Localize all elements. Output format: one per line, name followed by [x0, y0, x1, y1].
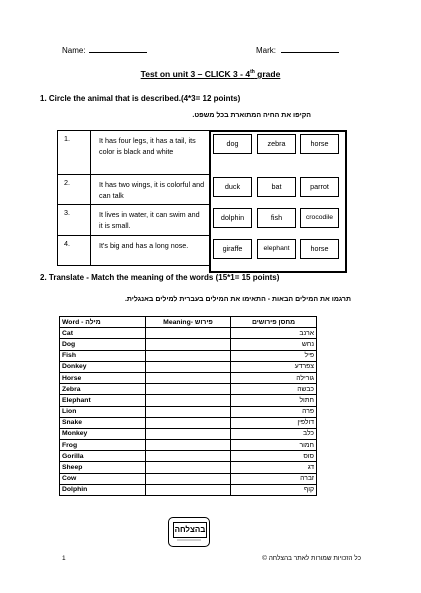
mark-label: Mark:	[256, 46, 276, 55]
bank-cell: חתול	[231, 395, 317, 406]
table-row	[60, 350, 317, 361]
table-row	[60, 339, 317, 350]
meaning-input-cell[interactable]	[146, 361, 231, 372]
meaning-input-cell[interactable]	[146, 462, 231, 473]
mark-field	[256, 46, 339, 55]
q1-row-description: It's big and has a long nose.	[91, 236, 210, 266]
q1-row-number: 1.	[58, 131, 91, 175]
q1-description-table	[57, 130, 210, 266]
bank-cell: כלב	[231, 428, 317, 439]
col-word-header: Word - מילה	[60, 317, 146, 328]
meaning-input-cell[interactable]	[146, 484, 231, 495]
q1-hebrew-instruction: הקיפו את החיה המתוארת בכל משפט.	[192, 112, 311, 119]
bank-cell: דג	[231, 462, 317, 473]
logo-text: בהצלחה	[173, 522, 207, 538]
word-cell: Monkey	[60, 428, 146, 439]
q1-answer-grid	[209, 130, 347, 273]
table-row	[60, 384, 317, 395]
bank-cell: נחש	[231, 339, 317, 350]
q1-row	[58, 236, 210, 266]
option-zebra[interactable]: zebra	[257, 134, 296, 154]
bank-cell: סוס	[231, 451, 317, 462]
bank-cell: כבשה	[231, 384, 317, 395]
logo-underline	[175, 538, 203, 543]
meaning-input-cell[interactable]	[146, 339, 231, 350]
option-dog[interactable]: dog	[213, 134, 252, 154]
meaning-input-cell[interactable]	[146, 417, 231, 428]
q1-row-number: 4.	[58, 236, 91, 266]
name-label: Name:	[62, 46, 86, 55]
table-row	[60, 462, 317, 473]
option-parrot[interactable]: parrot	[300, 177, 339, 197]
word-cell: Elephant	[60, 395, 146, 406]
option-elephant[interactable]: elephant	[257, 239, 296, 259]
bank-cell: קוף	[231, 484, 317, 495]
option-giraffe[interactable]: giraffe	[213, 239, 252, 259]
table-row	[60, 428, 317, 439]
option-crocodile[interactable]: crocodile	[300, 208, 339, 228]
q1-row-number: 3.	[58, 205, 91, 236]
mark-blank[interactable]	[281, 52, 339, 53]
option-horse-2[interactable]: horse	[300, 239, 339, 259]
option-bat[interactable]: bat	[257, 177, 296, 197]
meaning-input-cell[interactable]	[146, 406, 231, 417]
meaning-input-cell[interactable]	[146, 428, 231, 439]
q1-row-number: 2.	[58, 175, 91, 205]
table-row	[60, 417, 317, 428]
success-logo	[168, 517, 210, 547]
bank-cell: פיל	[231, 350, 317, 361]
word-cell: Dog	[60, 339, 146, 350]
q2-header-row	[60, 317, 317, 328]
name-blank[interactable]	[89, 52, 147, 53]
meaning-input-cell[interactable]	[146, 328, 231, 339]
bank-cell: זברה	[231, 473, 317, 484]
word-cell: Donkey	[60, 361, 146, 372]
col-meaning-header: Meaning- פירוש	[146, 317, 231, 328]
copyright-notice: כל הזכויות שמורות לאתר בהצלחה ©	[262, 555, 361, 562]
q2-heading: 2. Translate - Match the meaning of the words (15*1= 15 points)	[40, 273, 280, 282]
bank-cell: פרה	[231, 406, 317, 417]
option-duck[interactable]: duck	[213, 177, 252, 197]
word-cell: Sheep	[60, 462, 146, 473]
meaning-input-cell[interactable]	[146, 451, 231, 462]
word-cell: Frog	[60, 440, 146, 451]
word-cell: Horse	[60, 372, 146, 383]
page-number: 1	[62, 555, 66, 562]
q1-row-description: It has two wings, it is colorful and can talk	[91, 175, 210, 205]
meaning-input-cell[interactable]	[146, 473, 231, 484]
q1-row	[58, 205, 210, 236]
table-row	[60, 451, 317, 462]
q2-hebrew-instruction: תרגמו את המילים הבאות - התאימו את המילים בעברית למילים באנגלית.	[124, 296, 351, 303]
name-field	[62, 46, 147, 55]
table-row	[60, 395, 317, 406]
word-cell: Cat	[60, 328, 146, 339]
meaning-input-cell[interactable]	[146, 440, 231, 451]
bank-cell: דולפין	[231, 417, 317, 428]
q1-row	[58, 131, 210, 175]
q1-row	[58, 175, 210, 205]
word-cell: Fish	[60, 350, 146, 361]
meaning-input-cell[interactable]	[146, 350, 231, 361]
option-fish[interactable]: fish	[257, 208, 296, 228]
q1-heading: 1. Circle the animal that is described.(4*3= 12 points)	[40, 94, 241, 103]
q2-translation-table	[59, 316, 317, 496]
logo-underline-icon	[175, 538, 203, 542]
bank-cell: צפרדע	[231, 361, 317, 372]
table-row	[60, 406, 317, 417]
meaning-input-cell[interactable]	[146, 395, 231, 406]
page-title: Test on unit 3 – CLICK 3 - 4th grade	[140, 69, 281, 79]
table-row	[60, 372, 317, 383]
meaning-input-cell[interactable]	[146, 372, 231, 383]
word-cell: Gorilla	[60, 451, 146, 462]
bank-cell: חמור	[231, 440, 317, 451]
word-cell: Zebra	[60, 384, 146, 395]
word-cell: Lion	[60, 406, 146, 417]
col-bank-header: מחסן פירושים	[231, 317, 317, 328]
bank-cell: ארנב	[231, 328, 317, 339]
word-cell: Cow	[60, 473, 146, 484]
bank-cell: גורילה	[231, 372, 317, 383]
word-cell: Snake	[60, 417, 146, 428]
table-row	[60, 473, 317, 484]
table-row	[60, 328, 317, 339]
table-row	[60, 440, 317, 451]
meaning-input-cell[interactable]	[146, 384, 231, 395]
table-row	[60, 484, 317, 495]
option-dolphin[interactable]: dolphin	[213, 208, 252, 228]
table-row	[60, 361, 317, 372]
q1-row-description: It has four legs, it has a tail, its color is black and white	[91, 131, 210, 175]
word-cell: Dolphin	[60, 484, 146, 495]
q1-row-description: It lives in water, it can swim and it is small.	[91, 205, 210, 236]
option-horse[interactable]: horse	[300, 134, 339, 154]
